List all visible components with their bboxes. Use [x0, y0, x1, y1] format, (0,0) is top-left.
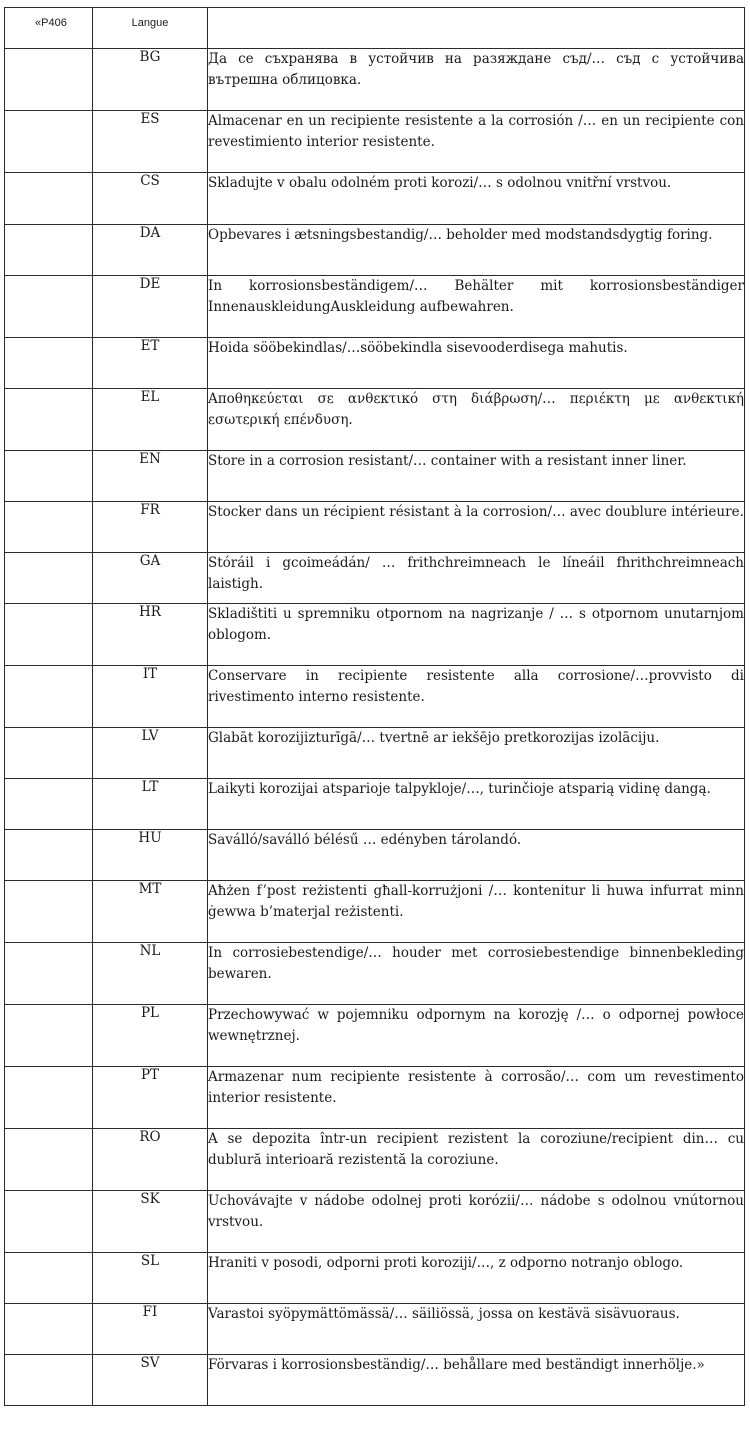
- language-code: HR: [93, 604, 208, 666]
- table-row: [5, 49, 745, 111]
- blank-cell: [5, 111, 93, 173]
- table-row: [5, 389, 745, 451]
- translation-text: Conservare in recipiente resistente alla corrosione/…provvisto di rivestimento interno resistente.: [208, 666, 745, 728]
- blank-cell: [5, 728, 93, 779]
- blank-cell: [5, 225, 93, 276]
- blank-cell: [5, 779, 93, 830]
- language-code: ES: [93, 111, 208, 173]
- table-row: [5, 943, 745, 1005]
- table-row: [5, 1191, 745, 1253]
- language-code: LT: [93, 779, 208, 830]
- translation-text: Glabāt korozijizturīgā/… tvertnē ar iekšējo pretkorozijas izolāciju.: [208, 728, 745, 779]
- table-header-row: [5, 8, 745, 49]
- language-code: FI: [93, 1304, 208, 1355]
- blank-cell: [5, 604, 93, 666]
- language-column-header: Langue: [93, 8, 208, 49]
- language-code: PL: [93, 1005, 208, 1067]
- translation-text: Laikyti korozijai atsparioje talpykloje/…, turinčioje atsparią vidinę dangą.: [208, 779, 745, 830]
- language-code: EN: [93, 451, 208, 502]
- table-row: [5, 1355, 745, 1406]
- table-row: [5, 666, 745, 728]
- blank-cell: [5, 1191, 93, 1253]
- statement-code: «P406: [5, 8, 93, 49]
- table-row: [5, 728, 745, 779]
- translation-text: Varastoi syöpymättömässä/… säiliössä, jossa on kestävä sisävuoraus.: [208, 1304, 745, 1355]
- blank-cell: [5, 1304, 93, 1355]
- table-row: [5, 604, 745, 666]
- blank-cell: [5, 943, 93, 1005]
- table-row: [5, 451, 745, 502]
- translation-text: Stóráil i gcoimeádán/ … frithchreimneach le líneáil fhrithchreimneach laistigh.: [208, 553, 745, 604]
- language-code: CS: [93, 173, 208, 225]
- language-code: GA: [93, 553, 208, 604]
- table-row: [5, 1067, 745, 1129]
- translation-text: Armazenar num recipiente resistente à corrosão/… com um revestimento interior resistente.: [208, 1067, 745, 1129]
- table-row: [5, 338, 745, 389]
- blank-cell: [5, 276, 93, 338]
- blank-cell: [5, 173, 93, 225]
- table-row: [5, 276, 745, 338]
- language-code: ET: [93, 338, 208, 389]
- blank-cell: [5, 338, 93, 389]
- table-row: [5, 111, 745, 173]
- blank-cell: [5, 1005, 93, 1067]
- translation-text: A se depozita într-un recipient rezistent la coroziune/recipient din… cu dublură interioară rezistentă la coroziune.: [208, 1129, 745, 1191]
- language-code: BG: [93, 49, 208, 111]
- table-row: [5, 502, 745, 553]
- language-code: DA: [93, 225, 208, 276]
- blank-cell: [5, 389, 93, 451]
- translation-text: Αποθηκεύεται σε ανθεκτικό στη διάβρωση/… περιέκτη με ανθεκτική εσωτερική επένδυση.: [208, 389, 745, 451]
- blank-cell: [5, 830, 93, 881]
- language-code: HU: [93, 830, 208, 881]
- language-code: SL: [93, 1253, 208, 1304]
- text-column-header: [208, 8, 745, 49]
- table-row: [5, 1304, 745, 1355]
- table-row: [5, 173, 745, 225]
- language-code: FR: [93, 502, 208, 553]
- translation-text: Opbevares i ætsningsbestandig/… beholder med modstandsdygtig foring.: [208, 225, 745, 276]
- translation-text: Skladištiti u spremniku otpornom na nagrizanje / … s otpornom unutarnjom oblogom.: [208, 604, 745, 666]
- blank-cell: [5, 553, 93, 604]
- translation-table: [4, 7, 745, 1406]
- language-code: RO: [93, 1129, 208, 1191]
- blank-cell: [5, 881, 93, 943]
- language-code: PT: [93, 1067, 208, 1129]
- table-row: [5, 830, 745, 881]
- translation-text: Almacenar en un recipiente resistente a la corrosión /… en un recipiente con revestimiento interior resistente.: [208, 111, 745, 173]
- language-code: LV: [93, 728, 208, 779]
- blank-cell: [5, 451, 93, 502]
- blank-cell: [5, 502, 93, 553]
- blank-cell: [5, 1355, 93, 1406]
- language-code: IT: [93, 666, 208, 728]
- blank-cell: [5, 49, 93, 111]
- translation-text: Hoida sööbekindlas/…sööbekindla sisevooderdisega mahutis.: [208, 338, 745, 389]
- translation-text: Hraniti v posodi, odporni proti koroziji/…, z odporno notranjo oblogo.: [208, 1253, 745, 1304]
- translation-text: Aħżen f’post reżistenti għall-korrużjoni /… kontenitur li huwa infurrat minn ġewwa b’materjal reżistenti.: [208, 881, 745, 943]
- translation-text: In corrosiebestendige/… houder met corrosiebestendige binnenbekleding bewaren.: [208, 943, 745, 1005]
- language-code: MT: [93, 881, 208, 943]
- language-code: DE: [93, 276, 208, 338]
- translation-text: Przechowywać w pojemniku odpornym na korozję /… o odpornej powłoce wewnętrznej.: [208, 1005, 745, 1067]
- translation-text: Skladujte v obalu odolném proti korozi/… s odolnou vnitřní vrstvou.: [208, 173, 745, 225]
- translation-text: In korrosionsbeständigem/… Behälter mit korrosionsbeständiger InnenauskleidungAuskleidung aufbewahren.: [208, 276, 745, 338]
- language-code: NL: [93, 943, 208, 1005]
- translation-text: Да се съхранява в устойчив на разяждане съд/… съд с устойчива вътрешна облицовка.: [208, 49, 745, 111]
- blank-cell: [5, 1067, 93, 1129]
- table-row: [5, 225, 745, 276]
- language-code: SK: [93, 1191, 208, 1253]
- blank-cell: [5, 1253, 93, 1304]
- translation-text: Saválló/saválló bélésű … edényben tárolandó.: [208, 830, 745, 881]
- language-code: EL: [93, 389, 208, 451]
- translation-text: Förvaras i korrosionsbeständig/… behållare med beständigt innerhölje.»: [208, 1355, 745, 1406]
- translation-text: Store in a corrosion resistant/… container with a resistant inner liner.: [208, 451, 745, 502]
- table-row: [5, 1129, 745, 1191]
- table-row: [5, 1253, 745, 1304]
- table-row: [5, 881, 745, 943]
- blank-cell: [5, 1129, 93, 1191]
- blank-cell: [5, 666, 93, 728]
- table-row: [5, 779, 745, 830]
- table-row: [5, 1005, 745, 1067]
- table-row: [5, 553, 745, 604]
- language-code: SV: [93, 1355, 208, 1406]
- translation-text: Stocker dans un récipient résistant à la corrosion/… avec doublure intérieure.: [208, 502, 745, 553]
- translation-text: Uchovávajte v nádobe odolnej proti korózii/… nádobe s odolnou vnútornou vrstvou.: [208, 1191, 745, 1253]
